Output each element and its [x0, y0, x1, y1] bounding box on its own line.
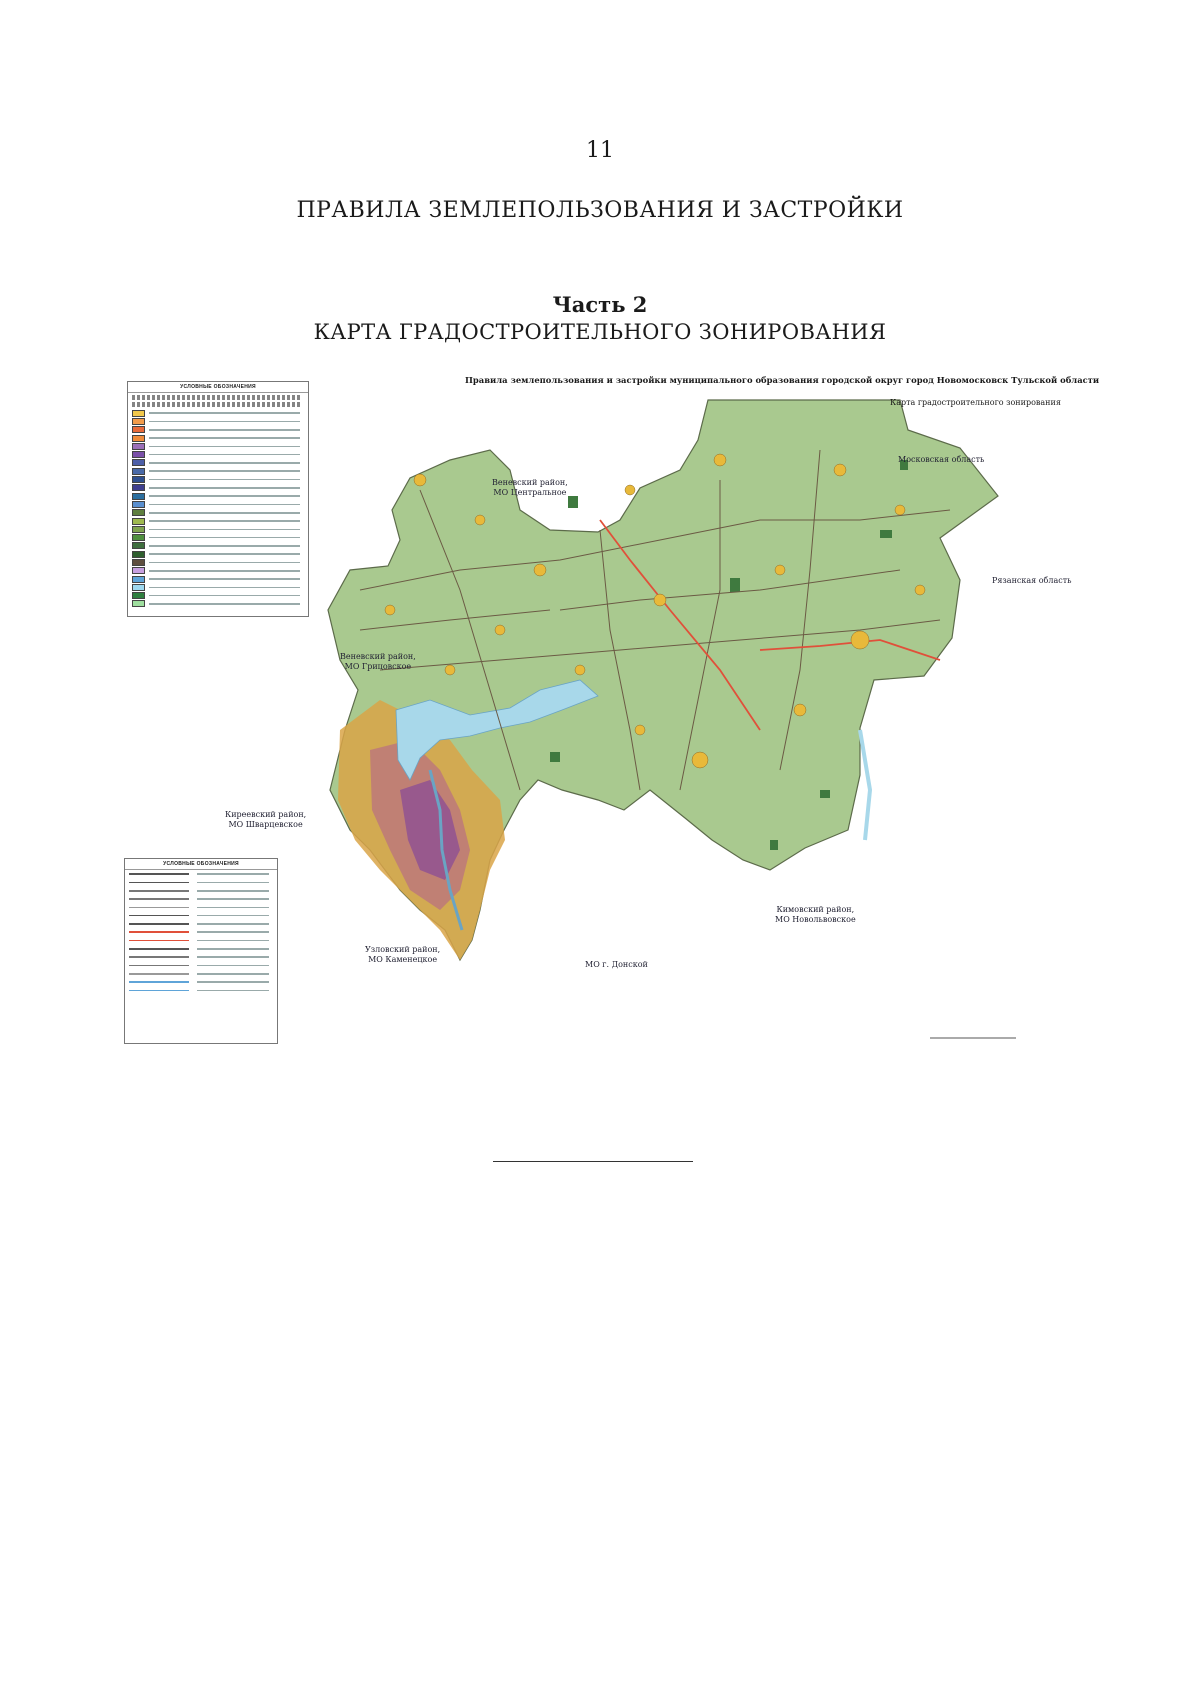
- zoning-map-graphic: [300, 370, 1060, 1040]
- legend-label-placeholder: [197, 965, 269, 967]
- legend-swatch: [132, 484, 145, 491]
- legend-swatch: [132, 600, 145, 607]
- region-label-kimov: Кимовский район, МО Новольвовское: [775, 905, 856, 924]
- legend-label-placeholder: [197, 898, 269, 900]
- legend-subheading-bar: [132, 402, 300, 407]
- legend-symbol: [129, 990, 189, 992]
- legend-symbol: [129, 981, 189, 983]
- legend-row: [125, 920, 277, 928]
- legend-row: [125, 978, 277, 986]
- legend-label-placeholder: [149, 446, 300, 448]
- legend-row: [128, 592, 308, 600]
- legend-swatch: [132, 584, 145, 591]
- legend-row: [125, 878, 277, 886]
- legend-swatch: [132, 501, 145, 508]
- legend-swatch: [132, 592, 145, 599]
- legend-swatch: [132, 468, 145, 475]
- legend-label-placeholder: [197, 948, 269, 950]
- legend-label-placeholder: [149, 595, 300, 597]
- legend-label-placeholder: [197, 973, 269, 975]
- legend-heading: УСЛОВНЫЕ ОБОЗНАЧЕНИЯ: [128, 382, 308, 393]
- legend-symbol: [129, 907, 189, 909]
- legend-symbol: [129, 948, 189, 950]
- legend-label-placeholder: [149, 470, 300, 472]
- region-label-venev-gritsov: Веневский район, МО Грицовское: [340, 652, 416, 671]
- legend-label-placeholder: [149, 578, 300, 580]
- legend-row: [125, 911, 277, 919]
- document-title: ПРАВИЛА ЗЕМЛЕПОЛЬЗОВАНИЯ И ЗАСТРОЙКИ: [296, 198, 904, 223]
- legend-swatch: [132, 551, 145, 558]
- legend-row: [125, 903, 277, 911]
- legend-label-placeholder: [149, 512, 300, 514]
- legend-swatch: [132, 542, 145, 549]
- legend-label-placeholder: [197, 990, 269, 992]
- legend-label-placeholder: [149, 562, 300, 564]
- legend-row: [128, 583, 308, 591]
- legend-swatch: [132, 559, 145, 566]
- legend-label-placeholder: [197, 890, 269, 892]
- legend-label-placeholder: [149, 553, 300, 555]
- legend-swatch: [132, 567, 145, 574]
- legend-row: [128, 542, 308, 550]
- legend-symbol: [129, 898, 189, 900]
- legend-symbol: [129, 923, 189, 925]
- region-label-kireev: Киреевский район, МО Шварцевское: [225, 810, 307, 829]
- legend-swatch: [132, 426, 145, 433]
- legend-row: [128, 409, 308, 417]
- legend-label-placeholder: [149, 545, 300, 547]
- legend-row: [125, 895, 277, 903]
- legend-label-placeholder: [197, 940, 269, 942]
- legend-label-placeholder: [197, 882, 269, 884]
- legend-row: [128, 558, 308, 566]
- region-label-moscow: Московская область: [898, 455, 985, 464]
- legend-row: [128, 575, 308, 583]
- legend-symbol: [129, 873, 189, 875]
- legend-row: [128, 492, 308, 500]
- legend-row: [125, 870, 277, 878]
- legend-label-placeholder: [197, 956, 269, 958]
- legend-swatch: [132, 476, 145, 483]
- legend-swatch: [132, 418, 145, 425]
- legend-label-placeholder: [197, 931, 269, 933]
- legend-row: [128, 567, 308, 575]
- legend-swatch: [132, 459, 145, 466]
- legend-label-placeholder: [149, 479, 300, 481]
- legend-row: [128, 417, 308, 425]
- part-label: Часть 2: [552, 292, 648, 317]
- legend-swatch: [132, 526, 145, 533]
- symbols-legend: [124, 858, 278, 1044]
- legend-row: [125, 936, 277, 944]
- legend-label-placeholder: [149, 412, 300, 414]
- legend-row: [125, 961, 277, 969]
- legend-label-placeholder: [149, 529, 300, 531]
- legend-heading: УСЛОВНЫЕ ОБОЗНАЧЕНИЯ: [125, 859, 277, 870]
- legend-symbol: [129, 890, 189, 892]
- legend-row: [128, 509, 308, 517]
- legend-label-placeholder: [197, 907, 269, 909]
- region-label-ryazan: Рязанская область: [992, 576, 1072, 585]
- legend-row: [125, 928, 277, 936]
- legend-swatch: [132, 509, 145, 516]
- legend-swatch: [132, 435, 145, 442]
- legend-label-placeholder: [149, 603, 300, 605]
- legend-label-placeholder: [149, 454, 300, 456]
- legend-swatch: [132, 576, 145, 583]
- legend-subheading-bar: [132, 395, 300, 400]
- legend-label-placeholder: [197, 915, 269, 917]
- legend-row: [128, 600, 308, 608]
- page-number: 11: [586, 138, 614, 163]
- legend-symbol: [129, 915, 189, 917]
- legend-symbol: [129, 882, 189, 884]
- region-label-venev-central: Веневский район, МО Центральное: [492, 478, 568, 497]
- legend-label-placeholder: [149, 487, 300, 489]
- legend-label-placeholder: [149, 462, 300, 464]
- legend-swatch: [132, 534, 145, 541]
- region-label-donskoy: МО г. Донской: [585, 960, 648, 969]
- legend-row: [125, 986, 277, 994]
- legend-label-placeholder: [149, 587, 300, 589]
- river: [860, 730, 870, 840]
- legend-row: [128, 550, 308, 558]
- legend-row: [128, 517, 308, 525]
- zoning-legend: [127, 381, 309, 617]
- separator-line: [493, 1161, 693, 1162]
- zoning-map: [300, 370, 1060, 1040]
- legend-row: [128, 500, 308, 508]
- legend-row: [128, 475, 308, 483]
- legend-row: [128, 525, 308, 533]
- legend-row: [128, 533, 308, 541]
- legend-row: [125, 970, 277, 978]
- legend-swatch: [132, 518, 145, 525]
- legend-row: [128, 434, 308, 442]
- legend-row: [125, 953, 277, 961]
- legend-symbol: [129, 973, 189, 975]
- legend-symbol: [129, 931, 189, 933]
- legend-row: [128, 450, 308, 458]
- legend-label-placeholder: [149, 570, 300, 572]
- legend-label-placeholder: [149, 504, 300, 506]
- part-title: КАРТА ГРАДОСТРОИТЕЛЬНОГО ЗОНИРОВАНИЯ: [313, 320, 887, 344]
- legend-symbol: [129, 965, 189, 967]
- legend-label-placeholder: [149, 537, 300, 539]
- legend-label-placeholder: [197, 873, 269, 875]
- legend-row: [128, 426, 308, 434]
- legend-row: [128, 484, 308, 492]
- legend-swatch: [132, 410, 145, 417]
- legend-label-placeholder: [149, 429, 300, 431]
- map-subtitle: Карта градостроительного зонирования: [890, 398, 1061, 407]
- legend-label-placeholder: [149, 437, 300, 439]
- legend-swatch: [132, 451, 145, 458]
- legend-label-placeholder: [197, 981, 269, 983]
- legend-swatch: [132, 443, 145, 450]
- legend-label-placeholder: [149, 421, 300, 423]
- legend-label-placeholder: [149, 495, 300, 497]
- legend-rows: [128, 409, 308, 608]
- legend-symbol: [129, 940, 189, 942]
- legend-label-placeholder: [197, 923, 269, 925]
- legend-row: [125, 887, 277, 895]
- legend-rows: [125, 870, 277, 994]
- legend-symbol: [129, 956, 189, 958]
- legend-row: [125, 945, 277, 953]
- legend-row: [128, 442, 308, 450]
- legend-label-placeholder: [149, 520, 300, 522]
- legend-swatch: [132, 493, 145, 500]
- region-label-uzlov: Узловский район, МО Каменецкое: [365, 945, 441, 964]
- legend-row: [128, 467, 308, 475]
- map-title: Правила землепользования и застройки муниципального образования городской округ город Новомосковск Тульской области: [465, 375, 1100, 385]
- legend-row: [128, 459, 308, 467]
